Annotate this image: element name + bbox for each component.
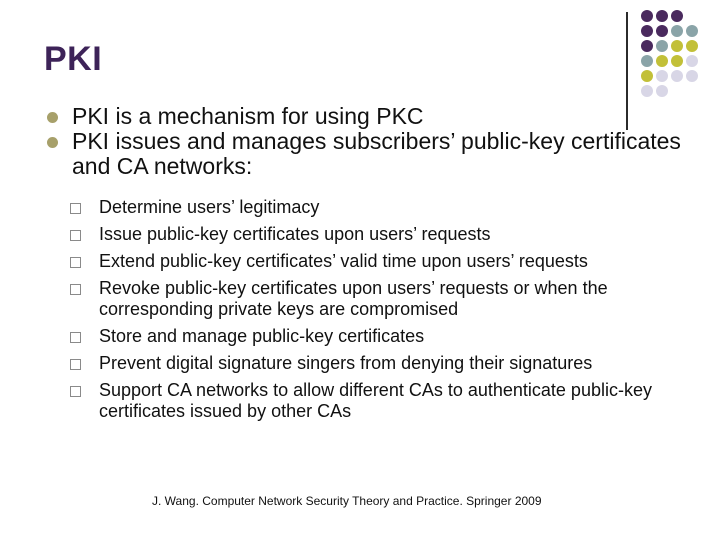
square-bullet-icon: [70, 203, 81, 214]
main-bullet-text: PKI is a mechanism for using PKC: [72, 103, 424, 129]
sub-bullet-list: [70, 197, 700, 428]
square-bullet-icon: [70, 386, 81, 397]
sub-bullet-item: [70, 197, 700, 218]
slide-title: PKI: [44, 40, 103, 78]
decorative-dot: [656, 40, 668, 52]
square-bullet-icon: [70, 257, 81, 268]
main-bullet-item: [44, 104, 694, 129]
square-bullet-icon: [70, 284, 81, 295]
sub-bullet-text: Prevent digital signature singers from denying their signatures: [99, 353, 593, 373]
decorative-dot: [656, 55, 668, 67]
sub-bullet-item: [70, 380, 700, 422]
sub-bullet-text: Support CA networks to allow different CAs to authenticate public-key certificates issued by other CAs: [99, 380, 652, 421]
sub-bullet-text: Determine users’ legitimacy: [99, 197, 320, 217]
decorative-dot: [641, 55, 653, 67]
sub-bullet-text: Revoke public-key certificates upon users’ requests or when the corresponding private keys are compromised: [99, 278, 608, 319]
decorative-dot: [656, 25, 668, 37]
main-bullet-item: [44, 129, 694, 179]
sub-bullet-text: Store and manage public-key certificates: [99, 326, 425, 346]
decorative-dot: [656, 10, 668, 22]
decorative-dot: [686, 55, 698, 67]
decorative-dot: [641, 10, 653, 22]
decorative-dot: [641, 40, 653, 52]
sub-bullet-item: [70, 224, 700, 245]
decorative-dot: [656, 85, 668, 97]
bullet-dot-icon: [47, 112, 58, 123]
sub-bullet-item: [70, 326, 700, 347]
square-bullet-icon: [70, 230, 81, 241]
square-bullet-icon: [70, 359, 81, 370]
decorative-dot: [686, 40, 698, 52]
main-bullet-text: PKI issues and manages subscribers’ public-key certificates and CA networks:: [72, 128, 681, 179]
sub-bullet-text: Extend public-key certificates’ valid time upon users’ requests: [99, 251, 588, 271]
sub-bullet-item: [70, 278, 700, 320]
decorative-dot: [656, 70, 668, 82]
decorative-dot: [686, 70, 698, 82]
citation: J. Wang. Computer Network Security Theory and Practice. Springer 2009: [152, 494, 542, 508]
sub-bullet-item: [70, 353, 700, 374]
decorative-dot: [641, 25, 653, 37]
decorative-dot: [671, 55, 683, 67]
bullet-dot-icon: [47, 137, 58, 148]
decorative-dot: [671, 40, 683, 52]
square-bullet-icon: [70, 332, 81, 343]
decorative-dot: [671, 10, 683, 22]
decorative-dot: [641, 85, 653, 97]
sub-bullet-item: [70, 251, 700, 272]
decorative-dot: [671, 25, 683, 37]
decorative-dot: [686, 25, 698, 37]
decorative-dot: [641, 70, 653, 82]
decorative-dot: [671, 70, 683, 82]
main-bullet-list: [44, 104, 694, 179]
sub-bullet-text: Issue public-key certificates upon users’ requests: [99, 224, 491, 244]
